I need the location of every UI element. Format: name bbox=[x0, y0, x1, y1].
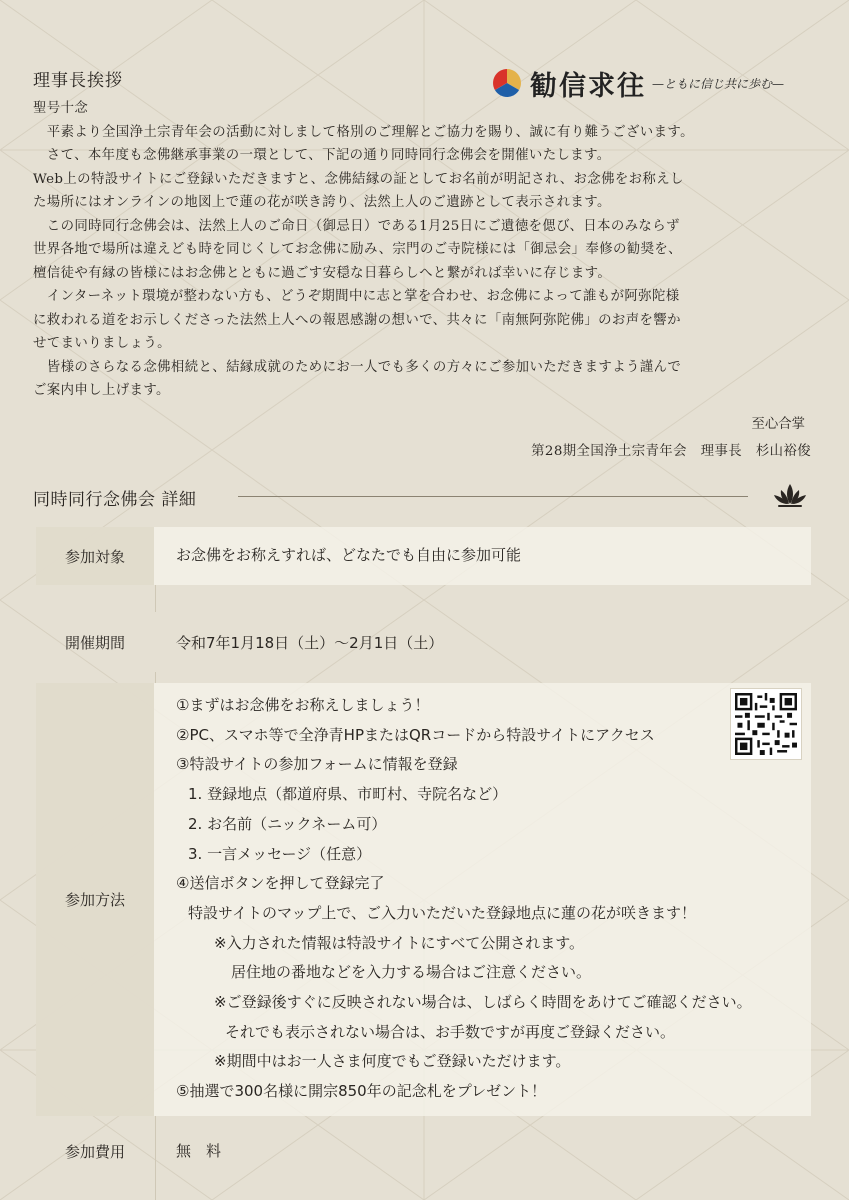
letter-line: 檀信徒や有縁の皆様にはお念佛とともに過ごす安穏な日暮らしへと繋がれば幸いに存じます。 bbox=[33, 265, 612, 281]
method-line: 2. お名前（ニックネーム可） bbox=[188, 814, 387, 833]
period-value: 令和7年1月18日（土）～2月1日（土） bbox=[176, 634, 444, 652]
method-line: ④送信ボタンを押して登録完了 bbox=[176, 874, 385, 893]
logo-mark-icon bbox=[492, 68, 522, 98]
letter-signature: 第28期全国浄土宗青年会 理事長 杉山裕俊 bbox=[531, 444, 811, 459]
section-divider bbox=[238, 496, 748, 497]
letter-line: Web上の特設サイトにご登録いただきますと、念佛結縁の証としてお名前が明記され、お念佛をお称えし bbox=[33, 171, 684, 187]
letter-line: この同時同行念佛会は、法然上人のご命日（御忌日）である1月25日にご遺徳を偲び、日本のみならず bbox=[33, 218, 680, 234]
method-line: それでも表示されない場合は、お手数ですが再度ご登録ください。 bbox=[225, 1022, 676, 1041]
lotus-icon bbox=[773, 482, 807, 508]
participants-value: お念佛をお称えすれば、どなたでも自由に参加可能 bbox=[176, 546, 522, 564]
method-line: ②PC、スマホ等で全浄青HPまたはQRコードから特設サイトにアクセス bbox=[176, 725, 655, 744]
letter-line: インターネット環境が整わない方も、どうぞ期間中に志と掌を合わせ、お念佛によって誰もが阿弥陀様 bbox=[33, 289, 680, 304]
letter-closing: 至心合掌 bbox=[751, 417, 805, 432]
qr-code-graphic bbox=[735, 693, 797, 755]
letter-line: せてまいりましょう。 bbox=[33, 336, 171, 351]
letter-line: さて、本年度も念佛継承事業の一環として、下記の通り同時同行念佛会を開催いたします。 bbox=[33, 148, 611, 163]
greeting-letter bbox=[33, 97, 823, 403]
method-line: 1. 登録地点（都道府県、市町村、寺院名など） bbox=[188, 785, 508, 804]
row-method bbox=[36, 683, 811, 1116]
method-line: ⑤抽選で300名様に開宗850年の記念札をプレゼント！ bbox=[176, 1082, 547, 1101]
participants-label: 参加対象 bbox=[36, 527, 154, 585]
logo-text: 勧信求往 bbox=[530, 70, 646, 102]
table-divider bbox=[155, 672, 156, 683]
fee-value: 無 料 bbox=[176, 1142, 222, 1160]
method-line: ③特設サイトの参加フォームに情報を登録 bbox=[176, 755, 458, 774]
qr-code-icon[interactable] bbox=[730, 688, 802, 760]
method-line: ※期間中はお一人さま何度でもご登録いただけます。 bbox=[214, 1052, 571, 1071]
letter-line: ご案内申し上げます。 bbox=[33, 383, 170, 398]
letter-line: た場所にはオンラインの地図上で蓮の花が咲き誇り、法然上人のご遺跡として表示されます。 bbox=[33, 195, 611, 210]
row-participants bbox=[36, 527, 811, 585]
letter-line: 世界各地で場所は違えども時を同じくしてお念佛に励み、宗門のご寺院様には「御忌会」奉修の勧奨を、 bbox=[33, 242, 682, 257]
letter-line: 平素より全国浄土宗青年会の活動に対しまして格別のご理解とご協力を賜り、誠に有り難うございます。 bbox=[33, 124, 694, 140]
method-line: ※ご登録後すぐに反映されない場合は、しばらく時間をあけてご確認ください。 bbox=[214, 993, 752, 1012]
greeting-title: 理事長挨拶 bbox=[33, 71, 123, 91]
method-line: 居住地の番地などを入力する場合はご注意ください。 bbox=[231, 963, 592, 982]
fee-label: 参加費用 bbox=[64, 1142, 125, 1161]
letter-line: に救われる道をお示しくださった法然上人への報恩感謝の想いで、共々に「南無阿弥陀佛」のお声を響か bbox=[33, 312, 681, 328]
method-line: 特設サイトのマップ上で、ご入力いただいた登録地点に蓮の花が咲きます！ bbox=[188, 903, 697, 922]
details-section-title: 同時同行念佛会 詳細 bbox=[33, 490, 197, 510]
logo-subtitle: —ともに信じ共に歩む— bbox=[652, 76, 785, 91]
letter-line: 皆様のさらなる念佛相続と、結縁成就のためにお一人でも多くの方々にご参加いただきますよう謹んで bbox=[33, 359, 682, 375]
method-line: ①まずはお念佛をお称えしましょう！ bbox=[176, 696, 430, 714]
row-period bbox=[36, 612, 811, 672]
row-fee bbox=[36, 1128, 811, 1174]
method-label: 参加方法 bbox=[36, 683, 154, 1116]
method-line: ※入力された情報は特設サイトにすべて公開されます。 bbox=[214, 933, 585, 952]
letter-line: 聖号十念 bbox=[33, 101, 89, 116]
method-steps bbox=[176, 691, 752, 1107]
table-divider bbox=[155, 585, 156, 612]
method-line: 3. 一言メッセージ（任意） bbox=[188, 844, 372, 863]
period-label: 開催期間 bbox=[64, 633, 125, 652]
